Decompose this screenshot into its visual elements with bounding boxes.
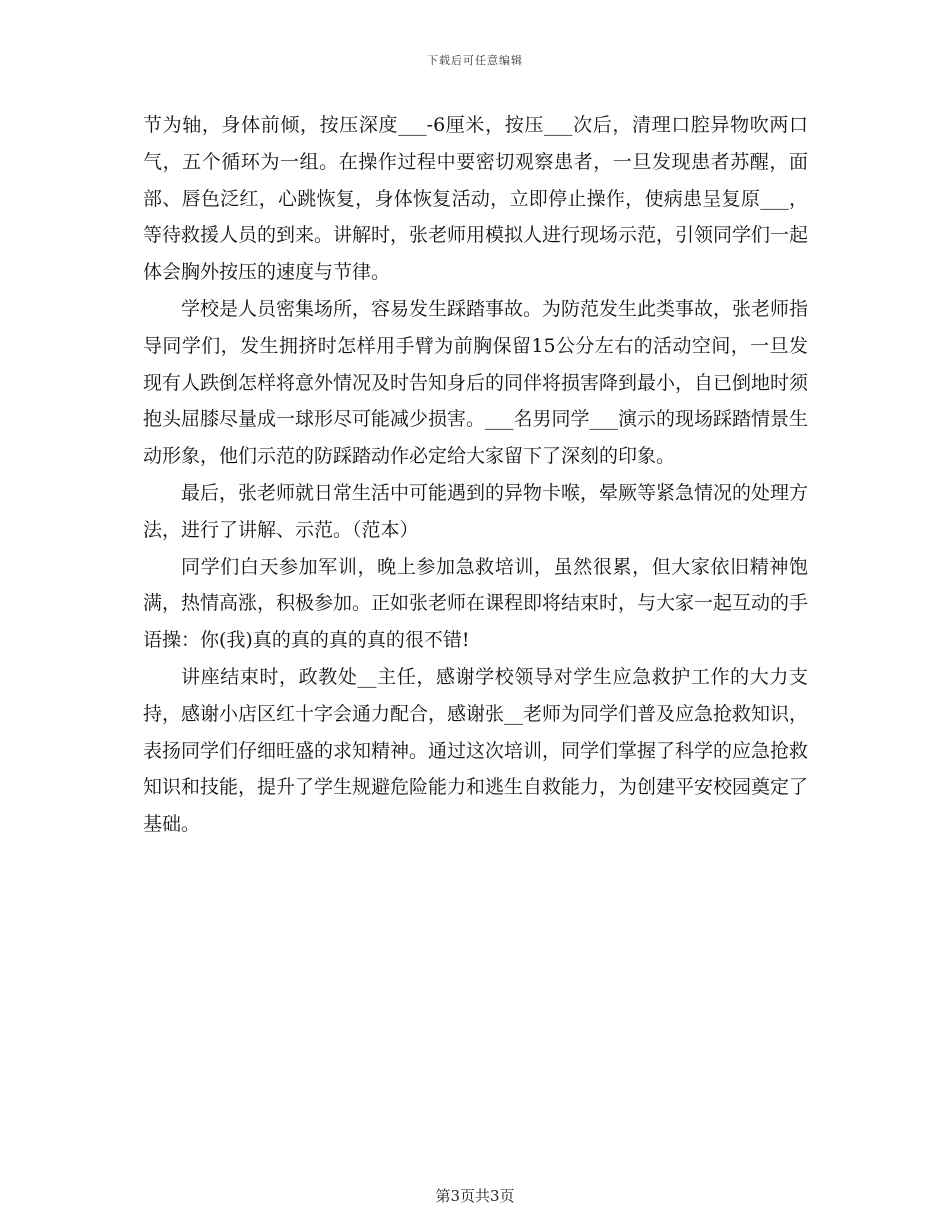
header-note: 下载后可任意编辑 xyxy=(427,54,523,67)
document-body xyxy=(143,107,808,843)
page-number: 第3页共3页 xyxy=(435,1187,515,1205)
paragraph: 讲座结束时，政教处__主任，感谢学校领导对学生应急救护工作的大力支持，感谢小店区红十字会通力配合，感谢张__老师为同学们普及应急抢救知识，表扬同学们仔细旺盛的求知精神。通过这次培训，同学们掌握了科学的应急抢救知识和技能，提升了学生规避危险能力和逃生自救能力，为创建平安校园奠定了基础。 xyxy=(143,665,809,836)
paragraph: 最后，张老师就日常生活中可能遇到的异物卡喉，晕厥等紧急情况的处理方法，进行了讲解、示范。（范本） xyxy=(143,481,809,541)
paragraph: 节为轴，身体前倾，按压深度___-6厘米，按压___次后，清理口腔异物吹两口气，五个循环为一组。在操作过程中要密切观察患者，一旦发现患者苏醒，面部、唇色泛红，心跳恢复，身体恢复活动，立即停止操作，使病患呈复原___，等待救援人员的到来。讲解时，张老师用模拟人进行现场示范，引领同学们一起体会胸外按压的速度与节律。 xyxy=(143,114,809,284)
paragraph: 学校是人员密集场所，容易发生踩踏事故。为防范发生此类事故，张老师指导同学们，发生拥挤时怎样用手臂为前胸保留15公分左右的活动空间，一旦发现有人跌倒怎样将意外情况及时告知身后的同伴将损害降到最小，自已倒地时须抱头屈膝尽量成一球形尽可能减少损害。___名男同学___演示的现场踩踏情景生动形象，他们示范的防踩踏动作必定给大家留下了深刻的印象。 xyxy=(143,297,809,468)
paragraph: 同学们白天参加军训，晚上参加急救培训，虽然很累，但大家依旧精神饱满，热情高涨，积极参加。正如张老师在课程即将结束时，与大家一起互动的手语操：你(我)真的真的真的真的很不错! xyxy=(143,555,809,652)
